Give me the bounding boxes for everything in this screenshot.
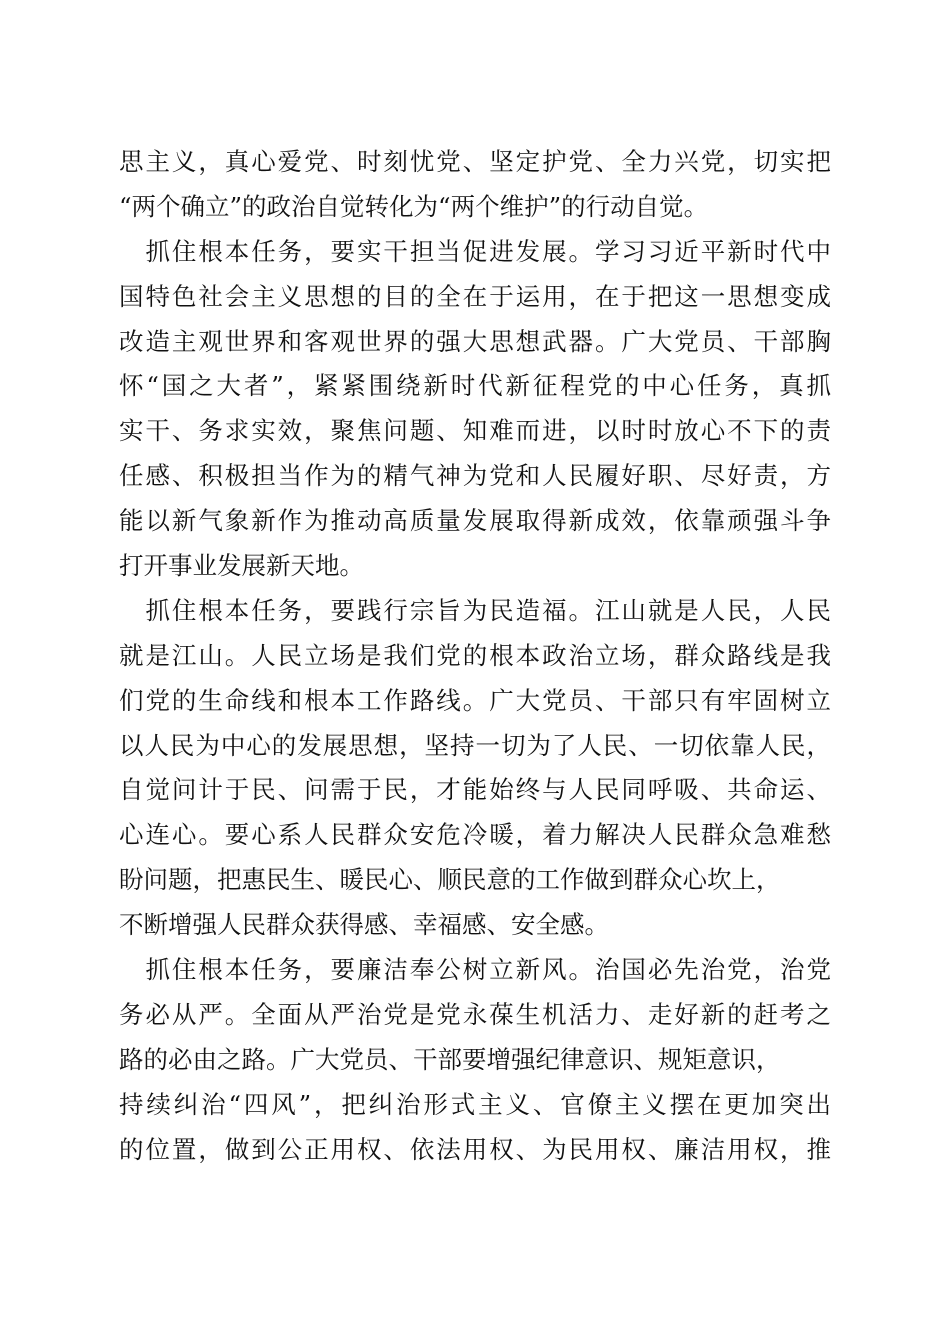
text-line: 能以新气象新作为推动高质量发展取得新成效，依靠顽强斗争: [119, 506, 831, 536]
text-line: 的位置，做到公正用权、依法用权、为民用权、廉洁用权，推: [119, 1134, 831, 1164]
text-line: 思主义，真心爱党、时刻忧党、坚定护党、全力兴党，切实把: [119, 147, 831, 176]
text-line: 打开事业发展新天地。: [119, 551, 364, 581]
text-line: 改造主观世界和客观世界的强大思想武器。广大党员、干部胸: [119, 326, 831, 356]
text-line: “两个确立”的政治自觉转化为“两个维护”的行动自觉。: [119, 191, 709, 221]
text-line: 路的必由之路。广大党员、干部要增强纪律意识、规矩意识，: [119, 1044, 781, 1074]
text-line: 国特色社会主义思想的目的全在于运用，在于把这一思想变成: [119, 281, 831, 311]
text-line: 们党的生命线和根本工作路线。广大党员、干部只有牢固树立: [119, 685, 831, 715]
text-line: 不断增强人民群众获得感、幸福感、安全感。: [119, 910, 609, 940]
text-line: 盼问题，把惠民生、暖民心、顺民意的工作做到群众心坎上，: [119, 865, 781, 895]
text-line: 抓住根本任务，要实干担当促进发展。学习习近平新时代中: [119, 236, 831, 266]
text-line: 就是江山。人民立场是我们党的根本政治立场，群众路线是我: [119, 640, 831, 670]
text-line: 持续纠治“四风”，把纠治形式主义、官僚主义摆在更加突出: [119, 1089, 831, 1119]
text-line: 实干、务求实效，聚焦问题、知难而进，以时时放心不下的责: [119, 416, 831, 446]
text-line: 怀“国之大者”，紧紧围绕新时代新征程党的中心任务，真抓: [119, 371, 831, 401]
text-line: 抓住根本任务，要廉洁奉公树立新风。治国必先治党，治党: [119, 955, 831, 985]
document-body: [119, 140, 831, 1172]
text-line: 以人民为中心的发展思想，坚持一切为了人民、一切依靠人民，: [119, 730, 831, 760]
text-line: 任感、积极担当作为的精气神为党和人民履好职、尽好责，方: [119, 461, 831, 491]
text-line: 自觉问计于民、问需于民，才能始终与人民同呼吸、共命运、: [119, 775, 831, 805]
text-line: 抓住根本任务，要践行宗旨为民造福。江山就是人民，人民: [119, 595, 831, 625]
text-line: 心连心。要心系人民群众安危冷暖，着力解决人民群众急难愁: [119, 820, 831, 850]
text-line: 务必从严。全面从严治党是党永葆生机活力、走好新的赶考之: [119, 999, 831, 1029]
